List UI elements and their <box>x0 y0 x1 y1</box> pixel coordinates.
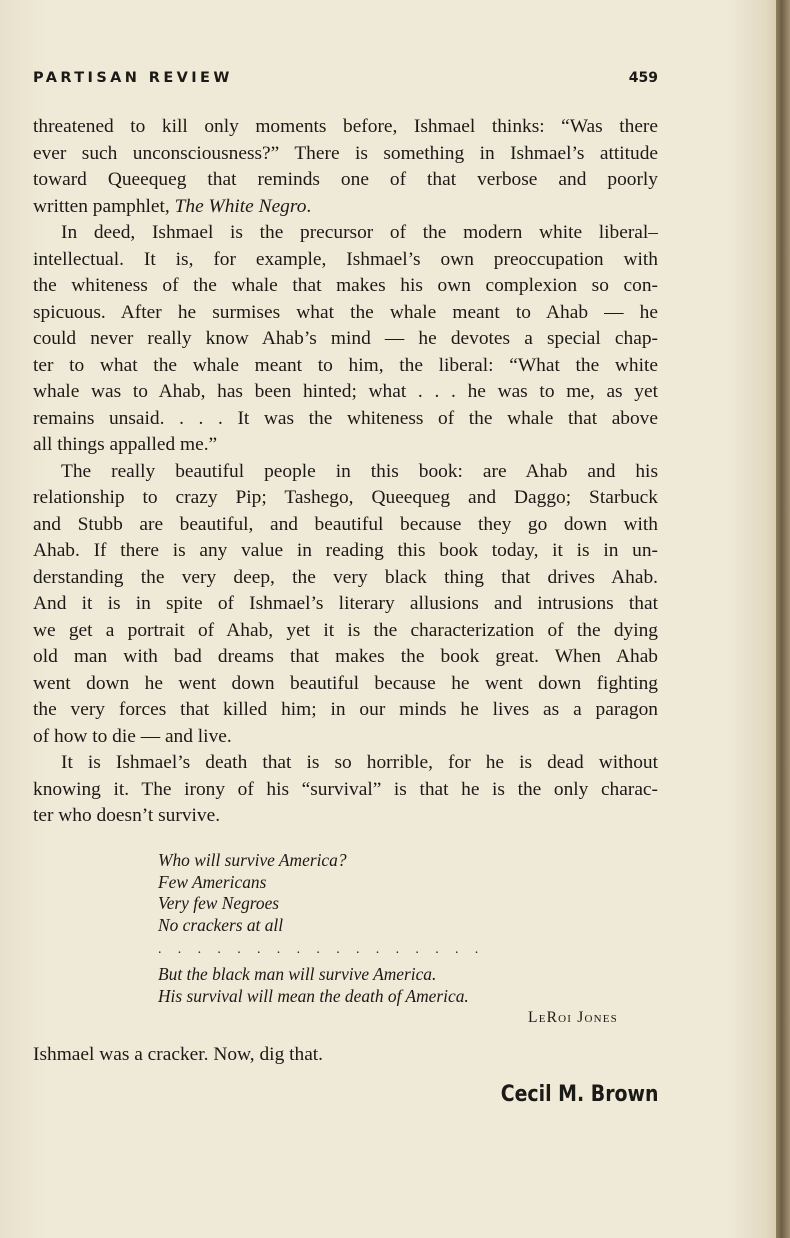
poem-line: Who will survive America? <box>158 850 347 870</box>
text-line: ter to what the whale meant to him, the liberal: “What the white <box>33 354 658 376</box>
closing-line: Ishmael was a cracker. Now, dig that. <box>33 1044 324 1065</box>
text-line: threatened to kill only moments before, Ishmael thinks: “Was there <box>33 116 658 137</box>
text-line: And it is in spite of Ishmael’s literary allusions and intrusions that <box>33 593 658 614</box>
page-number: 459 <box>628 70 658 86</box>
poem-line: Very few Negroes <box>158 893 280 913</box>
text-line: Ahab. If there is any value in reading this book today, it is in un- <box>33 540 658 561</box>
poem-line: His survival will mean the death of America. <box>158 985 469 1006</box>
text-line: In deed, Ishmael is the precursor of the modern white liberal– <box>61 222 658 243</box>
poem-line: No crackers at all <box>158 914 284 935</box>
text-line: knowing it. The irony of his “survival” is that he is the only charac- <box>33 778 658 800</box>
text-line: of how to die — and live. <box>33 725 232 747</box>
text-line: old man with bad dreams that makes the book great. When Ahab <box>33 646 658 667</box>
paragraph-4 <box>33 750 658 830</box>
paragraph-2 <box>33 220 658 459</box>
text-line: derstanding the very deep, the very black thing that drives Ahab. <box>33 566 658 588</box>
paragraph-3 <box>33 459 658 751</box>
paragraph-1 <box>33 114 658 220</box>
book-spine-edge <box>776 0 790 1238</box>
text-line: could never really know Ahab’s mind — he devotes a special chap- <box>33 328 658 349</box>
running-head: PARTISAN REVIEW <box>33 70 233 86</box>
text-line: intellectual. It is, for example, Ishmael’s own preoccupation with <box>33 248 658 270</box>
text-line: the very forces that killed him; in our minds he lives as a paragon <box>33 699 658 720</box>
text-line: remains unsaid. . . . It was the whiteness of the whale that above <box>33 407 658 429</box>
text-line-with-title: written pamphlet, The White Negro. <box>33 195 312 217</box>
poem-quotation <box>158 850 618 1029</box>
poem-line: Few Americans <box>158 871 267 892</box>
text-line: the whiteness of the whale that makes his own complexion so con- <box>33 275 658 296</box>
text-line: all things appalled me.” <box>33 434 218 455</box>
poem-attribution: LeRoi Jones <box>528 1009 618 1026</box>
text-line: relationship to crazy Pip; Tashego, Queequeg and Daggo; Starbuck <box>33 487 658 508</box>
text-line: ter who doesn’t survive. <box>33 805 221 826</box>
text-line: we get a portrait of Ahab, yet it is the characterization of the dying <box>33 619 658 641</box>
text-line: went down he went down beautiful because he went down fighting <box>33 672 658 694</box>
text-line: whale was to Ahab, has been hinted; what . . . he was to me, as yet <box>33 381 658 402</box>
body-text <box>33 114 658 830</box>
text-line: ever such unconsciousness?” There is something in Ishmael’s attitude <box>33 142 658 164</box>
book-title-italic: The White Negro <box>174 195 307 217</box>
text-line: spicuous. After he surmises what the whale meant to Ahab — he <box>33 301 658 323</box>
ellipsis-divider: . . . . . . . . . . . . . . . . . <box>158 942 485 957</box>
text-line: and Stubb are beautiful, and beautiful because they go down with <box>33 513 658 535</box>
author-signature: Cecil M. Brown <box>500 1082 658 1107</box>
poem-line: But the black man will survive America. <box>158 964 437 984</box>
text-line: toward Queequeg that reminds one of that verbose and poorly <box>33 169 658 190</box>
page-header <box>33 70 658 92</box>
text-line: The really beautiful people in this book: are Ahab and his <box>61 460 658 482</box>
text-line: It is Ishmael’s death that is so horrible, for he is dead without <box>61 752 658 773</box>
